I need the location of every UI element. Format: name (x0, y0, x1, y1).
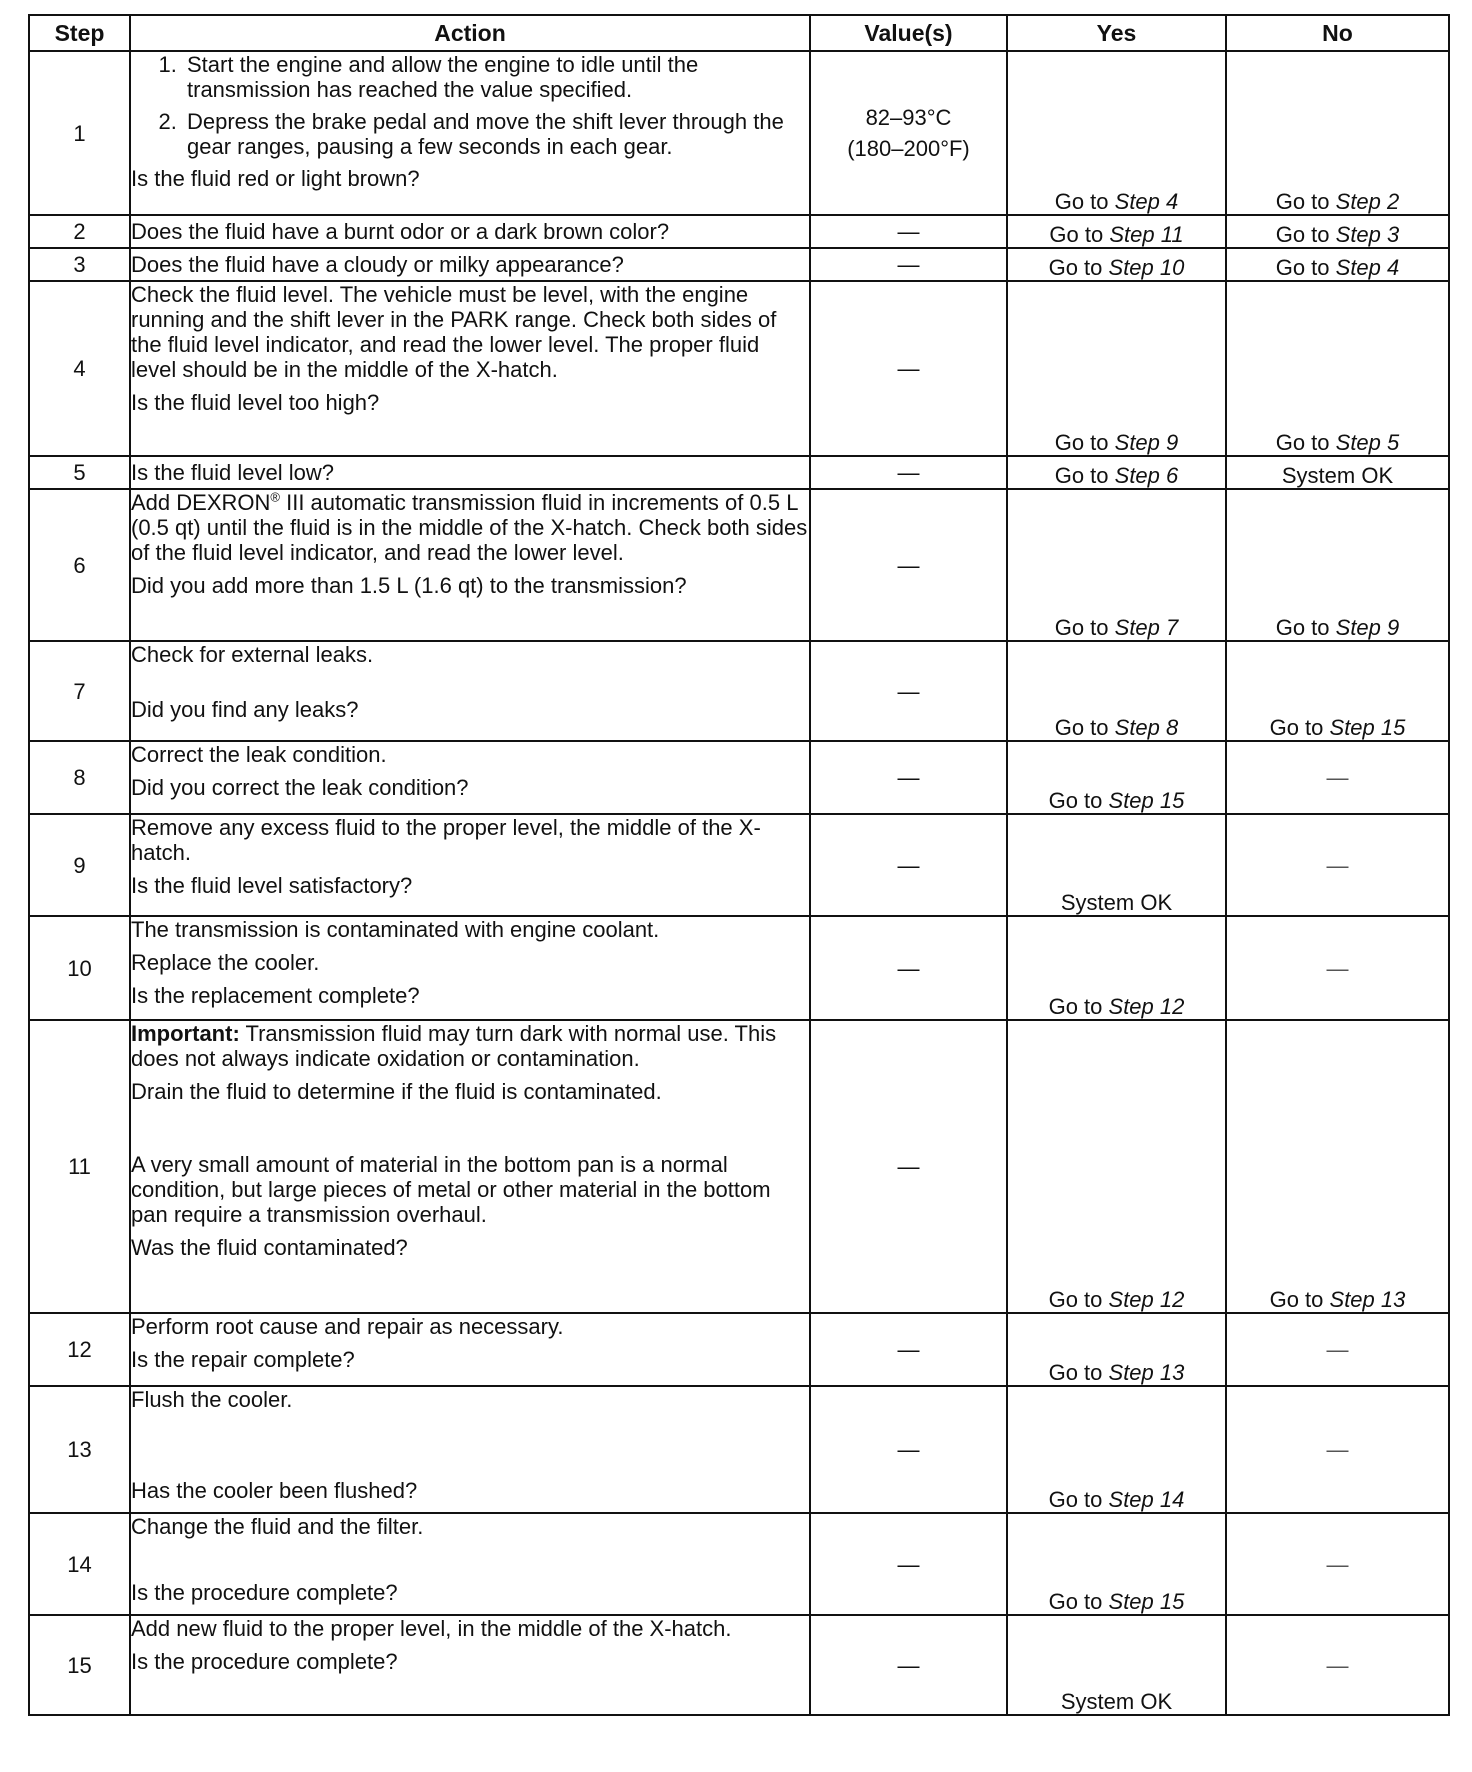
table-row (29, 916, 1449, 1020)
action-cell (130, 1513, 810, 1615)
value-cell: — (810, 1386, 1007, 1513)
step-number: 8 (29, 741, 130, 814)
question-text: Did you add more than 1.5 L (1.6 qt) to the transmission? (131, 573, 687, 598)
go-to-text: Go to (1275, 189, 1336, 214)
step-number: 14 (29, 1513, 130, 1615)
step-link[interactable]: Step 15 (1108, 788, 1185, 813)
question-text: Is the replacement complete? (131, 983, 420, 1008)
yes-cell: Go to Step 12 (1007, 1020, 1226, 1313)
step-link[interactable]: Step 15 (1329, 715, 1406, 740)
step-number: 5 (29, 456, 130, 489)
no-cell: — (1226, 1513, 1449, 1615)
value-cell: — (810, 456, 1007, 489)
no-cell: — (1226, 741, 1449, 814)
step-link[interactable]: Step 4 (1335, 255, 1400, 280)
value-cell: — (810, 916, 1007, 1020)
action-cell (130, 281, 810, 456)
no-cell: Go to Step 15 (1226, 641, 1449, 741)
question-text: Has the cooler been flushed? (131, 1478, 418, 1503)
value-cell: — (810, 281, 1007, 456)
step-number: 12 (29, 1313, 130, 1386)
yes-cell: Go to Step 9 (1007, 281, 1226, 456)
step-link[interactable]: Step 4 (1114, 189, 1179, 214)
value-cell: — (810, 1313, 1007, 1386)
step-link[interactable]: Step 9 (1335, 615, 1400, 640)
yes-cell: Go to Step 13 (1007, 1313, 1226, 1386)
header-yes: Yes (1007, 15, 1226, 51)
yes-cell: Go to Step 10 (1007, 248, 1226, 281)
value-cell: — (810, 1615, 1007, 1715)
no-cell: System OK (1226, 456, 1449, 489)
yes-cell: System OK (1007, 814, 1226, 916)
question-text: Was the fluid contaminated? (131, 1235, 408, 1260)
yes-cell: Go to Step 7 (1007, 489, 1226, 641)
step-number: 3 (29, 248, 130, 281)
no-cell: — (1226, 1615, 1449, 1715)
question-text: Is the fluid level satisfactory? (131, 873, 413, 898)
step-link[interactable]: Step 2 (1335, 189, 1400, 214)
step-number: 13 (29, 1386, 130, 1513)
table-row (29, 1615, 1449, 1715)
yes-cell: System OK (1007, 1615, 1226, 1715)
table-row (29, 456, 1449, 489)
step-link[interactable]: Step 15 (1108, 1589, 1185, 1614)
action-list (131, 52, 809, 159)
list-item: 1. Start the engine and allow the engine to idle until the transmission has reached the value specified. (183, 52, 809, 102)
no-cell: Go to Step 13 (1226, 1020, 1449, 1313)
step-number: 2 (29, 215, 130, 248)
table-row (29, 281, 1449, 456)
table-row (29, 741, 1449, 814)
table-row (29, 641, 1449, 741)
action-cell (130, 1615, 810, 1715)
instruction-text: Perform root cause and repair as necessary. (131, 1314, 564, 1339)
action-cell (130, 741, 810, 814)
instruction-text: Drain the fluid to determine if the fluid is contaminated. (131, 1079, 662, 1104)
action-cell (130, 1313, 810, 1386)
no-cell: Go to Step 3 (1226, 215, 1449, 248)
instruction-text: The transmission is contaminated with engine coolant. (131, 917, 660, 942)
no-cell: Go to Step 9 (1226, 489, 1449, 641)
step-number: 15 (29, 1615, 130, 1715)
action-cell (130, 51, 810, 215)
yes-cell: Go to Step 8 (1007, 641, 1226, 741)
value-cell: — (810, 215, 1007, 248)
question-text: Is the fluid level low? (131, 460, 334, 485)
action-cell (130, 916, 810, 1020)
no-cell: — (1226, 1313, 1449, 1386)
value-cell: — (810, 489, 1007, 641)
instruction-text: Change the fluid and the filter. (131, 1514, 424, 1539)
table-row (29, 489, 1449, 641)
table-row (29, 1386, 1449, 1513)
header-action: Action (130, 15, 810, 51)
question-text: Is the repair complete? (131, 1347, 355, 1372)
no-cell: Go to Step 4 (1226, 248, 1449, 281)
yes-cell: Go to Step 6 (1007, 456, 1226, 489)
instruction-text: Replace the cooler. (131, 950, 320, 975)
step-link[interactable]: Step 3 (1335, 222, 1400, 247)
header-no: No (1226, 15, 1449, 51)
value-cell: — (810, 641, 1007, 741)
question-text: Did you correct the leak condition? (131, 775, 469, 800)
instruction-text: A very small amount of material in the bottom pan is a normal condition, but large pieces of metal or other material in the bottom pan require a transmission overhaul. (131, 1152, 771, 1227)
action-cell (130, 248, 810, 281)
yes-cell: Go to Step 15 (1007, 1513, 1226, 1615)
question-text: Is the fluid level too high? (131, 390, 380, 415)
step-number: 10 (29, 916, 130, 1020)
question-text: Does the fluid have a burnt odor or a dark brown color? (131, 219, 670, 244)
step-link[interactable]: Step 5 (1335, 430, 1400, 455)
table-row (29, 1513, 1449, 1615)
step-link[interactable]: Step 8 (1114, 715, 1179, 740)
action-cell (130, 641, 810, 741)
table-row (29, 51, 1449, 215)
instruction-text: Flush the cooler. (131, 1387, 293, 1412)
step-link[interactable]: Step 10 (1108, 255, 1185, 280)
no-cell (1226, 51, 1449, 215)
value-cell: — (810, 814, 1007, 916)
table-row (29, 248, 1449, 281)
yes-cell: Go to Step 14 (1007, 1386, 1226, 1513)
step-link[interactable]: Step 13 (1108, 1360, 1185, 1385)
step-link[interactable]: Step 9 (1114, 430, 1179, 455)
step-link[interactable]: Step 12 (1108, 1287, 1185, 1312)
go-to-text: Go to (1054, 189, 1115, 214)
header-step: Step (29, 15, 130, 51)
step-link[interactable]: Step 13 (1329, 1287, 1406, 1312)
header-row (29, 15, 1449, 51)
table-row (29, 814, 1449, 916)
no-cell: — (1226, 1386, 1449, 1513)
diagnostic-table (28, 14, 1450, 1716)
action-cell (130, 814, 810, 916)
important-label: Important: (131, 1021, 240, 1046)
no-cell: — (1226, 916, 1449, 1020)
step-link[interactable]: Step 12 (1108, 994, 1185, 1019)
step-link[interactable]: Step 7 (1114, 615, 1179, 640)
action-cell (130, 1020, 810, 1313)
header-values: Value(s) (810, 15, 1007, 51)
yes-cell (1007, 51, 1226, 215)
instruction-text: Check the fluid level. The vehicle must be level, with the engine running and the shift lever in the PARK range. Check both sides of the fluid level indicator, and read the lower level. The proper fluid level should be in the middle of the X-hatch. (131, 282, 777, 382)
step-number: 11 (29, 1020, 130, 1313)
step-number: 4 (29, 281, 130, 456)
value-cell: — (810, 248, 1007, 281)
step-number: 1 (29, 51, 130, 215)
question-text: Does the fluid have a cloudy or milky appearance? (131, 252, 624, 277)
value-cell: — (810, 1513, 1007, 1615)
instruction-text: Add DEXRON® III automatic transmission fluid in increments of 0.5 L (0.5 qt) until the fluid is in the middle of the X-hatch. Check both sides of the fluid level indicator, and read the lower level. (131, 489, 808, 565)
no-cell: Go to Step 5 (1226, 281, 1449, 456)
no-cell: — (1226, 814, 1449, 916)
table-row (29, 1313, 1449, 1386)
value-cell (810, 51, 1007, 215)
step-link[interactable]: Step 6 (1114, 463, 1179, 488)
instruction-text: Remove any excess fluid to the proper level, the middle of the X-hatch. (131, 815, 761, 865)
yes-cell: Go to Step 12 (1007, 916, 1226, 1020)
question-text: Is the procedure complete? (131, 1649, 398, 1674)
instruction-text: Correct the leak condition. (131, 742, 387, 767)
step-number: 7 (29, 641, 130, 741)
table-row (29, 1020, 1449, 1313)
temperature-celsius: 82–93°C (865, 105, 952, 130)
action-cell (130, 1386, 810, 1513)
important-note: Important: Transmission fluid may turn dark with normal use. This does not always indicate oxidation or contamination. (131, 1021, 777, 1071)
action-cell (130, 489, 810, 641)
yes-cell: Go to Step 15 (1007, 741, 1226, 814)
action-cell (130, 456, 810, 489)
question-text: Is the procedure complete? (131, 1580, 398, 1605)
value-cell: — (810, 1020, 1007, 1313)
question-text: Did you find any leaks? (131, 697, 359, 722)
instruction-text: Add new fluid to the proper level, in the middle of the X-hatch. (131, 1616, 732, 1641)
step-number: 6 (29, 489, 130, 641)
step-link[interactable]: Step 11 (1109, 222, 1184, 247)
step-number: 9 (29, 814, 130, 916)
step-link[interactable]: Step 14 (1108, 1487, 1185, 1512)
temperature-fahrenheit: (180–200°F) (847, 136, 970, 161)
yes-cell: Go to Step 11 (1007, 215, 1226, 248)
instruction-text: Check for external leaks. (131, 642, 374, 667)
question-text: Is the fluid red or light brown? (131, 166, 420, 191)
table-row (29, 215, 1449, 248)
list-item: 2. Depress the brake pedal and move the shift lever through the gear ranges, pausing a few seconds in each gear. (183, 109, 809, 159)
value-cell: — (810, 741, 1007, 814)
action-cell (130, 215, 810, 248)
